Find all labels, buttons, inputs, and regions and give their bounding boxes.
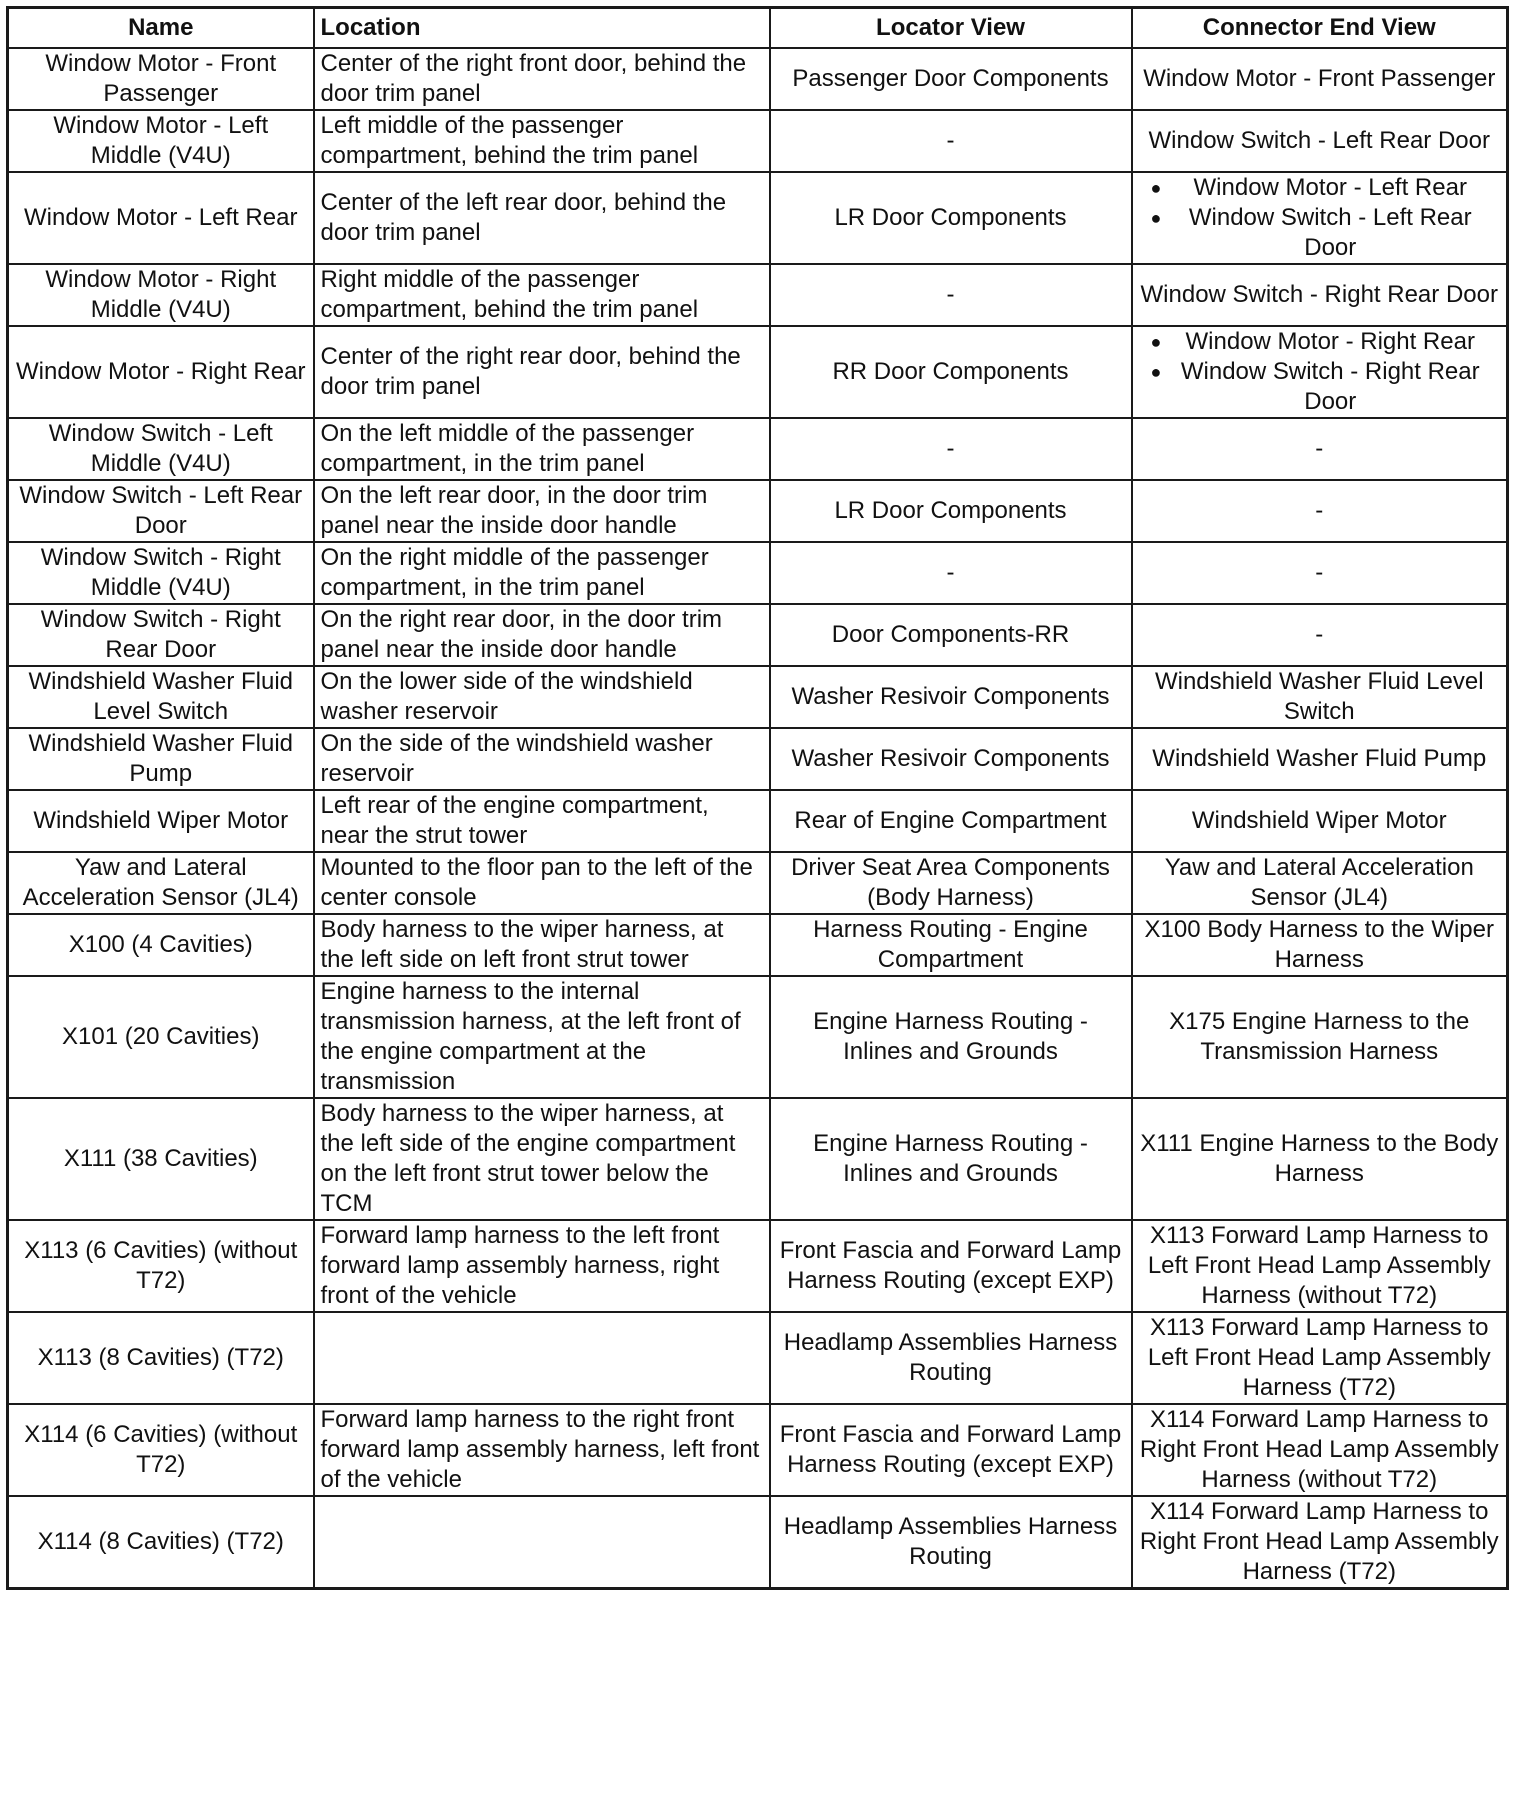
cell-location: Center of the right rear door, behind the door trim panel: [314, 326, 770, 418]
table-row: [8, 480, 1508, 542]
cell-locator-view: Engine Harness Routing - Inlines and Grounds: [770, 976, 1132, 1098]
connector-list-item: ● Window Switch - Right Rear Door: [1139, 357, 1501, 417]
cell-locator-view: Headlamp Assemblies Harness Routing: [770, 1496, 1132, 1589]
cell-location: [314, 1496, 770, 1589]
table-row: [8, 48, 1508, 110]
cell-name: Window Switch - Left Rear Door: [8, 480, 314, 542]
table-row: [8, 1220, 1508, 1312]
cell-connector-end-view: Yaw and Lateral Acceleration Sensor (JL4): [1132, 852, 1508, 914]
connector-list-item: ● Window Motor - Right Rear: [1139, 327, 1501, 357]
cell-location: Body harness to the wiper harness, at the left side of the engine compartment on the left front strut tower below the TCM: [314, 1098, 770, 1220]
table-row: [8, 542, 1508, 604]
cell-name: X101 (20 Cavities): [8, 976, 314, 1098]
cell-name: Window Switch - Right Rear Door: [8, 604, 314, 666]
cell-connector-end-view: X111 Engine Harness to the Body Harness: [1132, 1098, 1508, 1220]
cell-locator-view: Passenger Door Components: [770, 48, 1132, 110]
cell-location: Left middle of the passenger compartment, behind the trim panel: [314, 110, 770, 172]
cell-name: Window Switch - Right Middle (V4U): [8, 542, 314, 604]
cell-name: Window Motor - Left Middle (V4U): [8, 110, 314, 172]
cell-name: Window Motor - Right Middle (V4U): [8, 264, 314, 326]
cell-name: X113 (6 Cavities) (without T72): [8, 1220, 314, 1312]
table-row: [8, 604, 1508, 666]
table-row: [8, 418, 1508, 480]
cell-location: On the lower side of the windshield washer reservoir: [314, 666, 770, 728]
cell-connector-end-view: X100 Body Harness to the Wiper Harness: [1132, 914, 1508, 976]
header-locator-view: Locator View: [770, 8, 1132, 49]
cell-name: X114 (6 Cavities) (without T72): [8, 1404, 314, 1496]
cell-connector-end-view: Windshield Washer Fluid Level Switch: [1132, 666, 1508, 728]
cell-locator-view: -: [770, 542, 1132, 604]
cell-connector-end-view: Windshield Washer Fluid Pump: [1132, 728, 1508, 790]
cell-locator-view: -: [770, 264, 1132, 326]
connector-list-item: ● Window Switch - Left Rear Door: [1139, 203, 1501, 263]
cell-locator-view: Washer Resivoir Components: [770, 728, 1132, 790]
cell-connector-end-view: [1132, 326, 1508, 418]
table-row: [8, 666, 1508, 728]
cell-connector-end-view: -: [1132, 418, 1508, 480]
cell-name: X100 (4 Cavities): [8, 914, 314, 976]
header-name: Name: [8, 8, 314, 49]
header-row: [8, 8, 1508, 49]
cell-connector-end-view: X114 Forward Lamp Harness to Right Front Head Lamp Assembly Harness (T72): [1132, 1496, 1508, 1589]
table-row: [8, 264, 1508, 326]
table-row: [8, 326, 1508, 418]
cell-location: Center of the right front door, behind the door trim panel: [314, 48, 770, 110]
cell-locator-view: Harness Routing - Engine Compartment: [770, 914, 1132, 976]
cell-name: Windshield Washer Fluid Level Switch: [8, 666, 314, 728]
cell-connector-end-view: [1132, 172, 1508, 264]
cell-name: Window Motor - Left Rear: [8, 172, 314, 264]
table-row: [8, 728, 1508, 790]
cell-name: Window Switch - Left Middle (V4U): [8, 418, 314, 480]
table-row: [8, 1404, 1508, 1496]
cell-locator-view: Rear of Engine Compartment: [770, 790, 1132, 852]
cell-location: On the left middle of the passenger compartment, in the trim panel: [314, 418, 770, 480]
cell-connector-end-view: -: [1132, 542, 1508, 604]
cell-location: Forward lamp harness to the right front forward lamp assembly harness, left front of the vehicle: [314, 1404, 770, 1496]
cell-location: Mounted to the floor pan to the left of the center console: [314, 852, 770, 914]
cell-location: On the side of the windshield washer reservoir: [314, 728, 770, 790]
cell-connector-end-view: -: [1132, 480, 1508, 542]
connector-list-item: ● Window Motor - Left Rear: [1139, 173, 1501, 203]
cell-location: On the left rear door, in the door trim panel near the inside door handle: [314, 480, 770, 542]
cell-locator-view: Driver Seat Area Components (Body Harness): [770, 852, 1132, 914]
cell-connector-end-view: X114 Forward Lamp Harness to Right Front Head Lamp Assembly Harness (without T72): [1132, 1404, 1508, 1496]
header-connector-end-view: Connector End View: [1132, 8, 1508, 49]
cell-name: Window Motor - Right Rear: [8, 326, 314, 418]
cell-name: Windshield Washer Fluid Pump: [8, 728, 314, 790]
cell-location: [314, 1312, 770, 1404]
cell-locator-view: Front Fascia and Forward Lamp Harness Routing (except EXP): [770, 1404, 1132, 1496]
table-row: [8, 1312, 1508, 1404]
header-location: Location: [314, 8, 770, 49]
cell-location: Left rear of the engine compartment, near the strut tower: [314, 790, 770, 852]
cell-locator-view: Front Fascia and Forward Lamp Harness Routing (except EXP): [770, 1220, 1132, 1312]
cell-locator-view: Headlamp Assemblies Harness Routing: [770, 1312, 1132, 1404]
cell-location: Engine harness to the internal transmission harness, at the left front of the engine compartment at the transmission: [314, 976, 770, 1098]
cell-name: X111 (38 Cavities): [8, 1098, 314, 1220]
cell-locator-view: RR Door Components: [770, 326, 1132, 418]
cell-location: On the right rear door, in the door trim panel near the inside door handle: [314, 604, 770, 666]
cell-connector-end-view: Window Switch - Left Rear Door: [1132, 110, 1508, 172]
cell-locator-view: -: [770, 110, 1132, 172]
cell-name: X114 (8 Cavities) (T72): [8, 1496, 314, 1589]
cell-connector-end-view: Window Switch - Right Rear Door: [1132, 264, 1508, 326]
cell-connector-end-view: -: [1132, 604, 1508, 666]
cell-location: On the right middle of the passenger compartment, in the trim panel: [314, 542, 770, 604]
table-row: [8, 1496, 1508, 1589]
table-row: [8, 852, 1508, 914]
cell-locator-view: LR Door Components: [770, 172, 1132, 264]
table-container: [6, 6, 1509, 1590]
cell-name: Window Motor - Front Passenger: [8, 48, 314, 110]
cell-locator-view: LR Door Components: [770, 480, 1132, 542]
cell-locator-view: -: [770, 418, 1132, 480]
table-row: [8, 914, 1508, 976]
cell-connector-end-view: X113 Forward Lamp Harness to Left Front Head Lamp Assembly Harness (T72): [1132, 1312, 1508, 1404]
connector-list: [1139, 173, 1501, 263]
cell-name: Windshield Wiper Motor: [8, 790, 314, 852]
table-row: [8, 1098, 1508, 1220]
cell-location: Body harness to the wiper harness, at the left side on left front strut tower: [314, 914, 770, 976]
cell-locator-view: Washer Resivoir Components: [770, 666, 1132, 728]
cell-location: Forward lamp harness to the left front forward lamp assembly harness, right front of the vehicle: [314, 1220, 770, 1312]
cell-connector-end-view: X113 Forward Lamp Harness to Left Front Head Lamp Assembly Harness (without T72): [1132, 1220, 1508, 1312]
cell-name: X113 (8 Cavities) (T72): [8, 1312, 314, 1404]
cell-connector-end-view: Windshield Wiper Motor: [1132, 790, 1508, 852]
table-row: [8, 172, 1508, 264]
connector-list: [1139, 327, 1501, 417]
cell-connector-end-view: X175 Engine Harness to the Transmission Harness: [1132, 976, 1508, 1098]
cell-location: Right middle of the passenger compartment, behind the trim panel: [314, 264, 770, 326]
table-row: [8, 976, 1508, 1098]
component-location-table: [6, 6, 1509, 1590]
cell-location: Center of the left rear door, behind the door trim panel: [314, 172, 770, 264]
table-row: [8, 110, 1508, 172]
cell-name: Yaw and Lateral Acceleration Sensor (JL4): [8, 852, 314, 914]
cell-locator-view: Engine Harness Routing - Inlines and Grounds: [770, 1098, 1132, 1220]
table-row: [8, 790, 1508, 852]
cell-connector-end-view: Window Motor - Front Passenger: [1132, 48, 1508, 110]
cell-locator-view: Door Components-RR: [770, 604, 1132, 666]
